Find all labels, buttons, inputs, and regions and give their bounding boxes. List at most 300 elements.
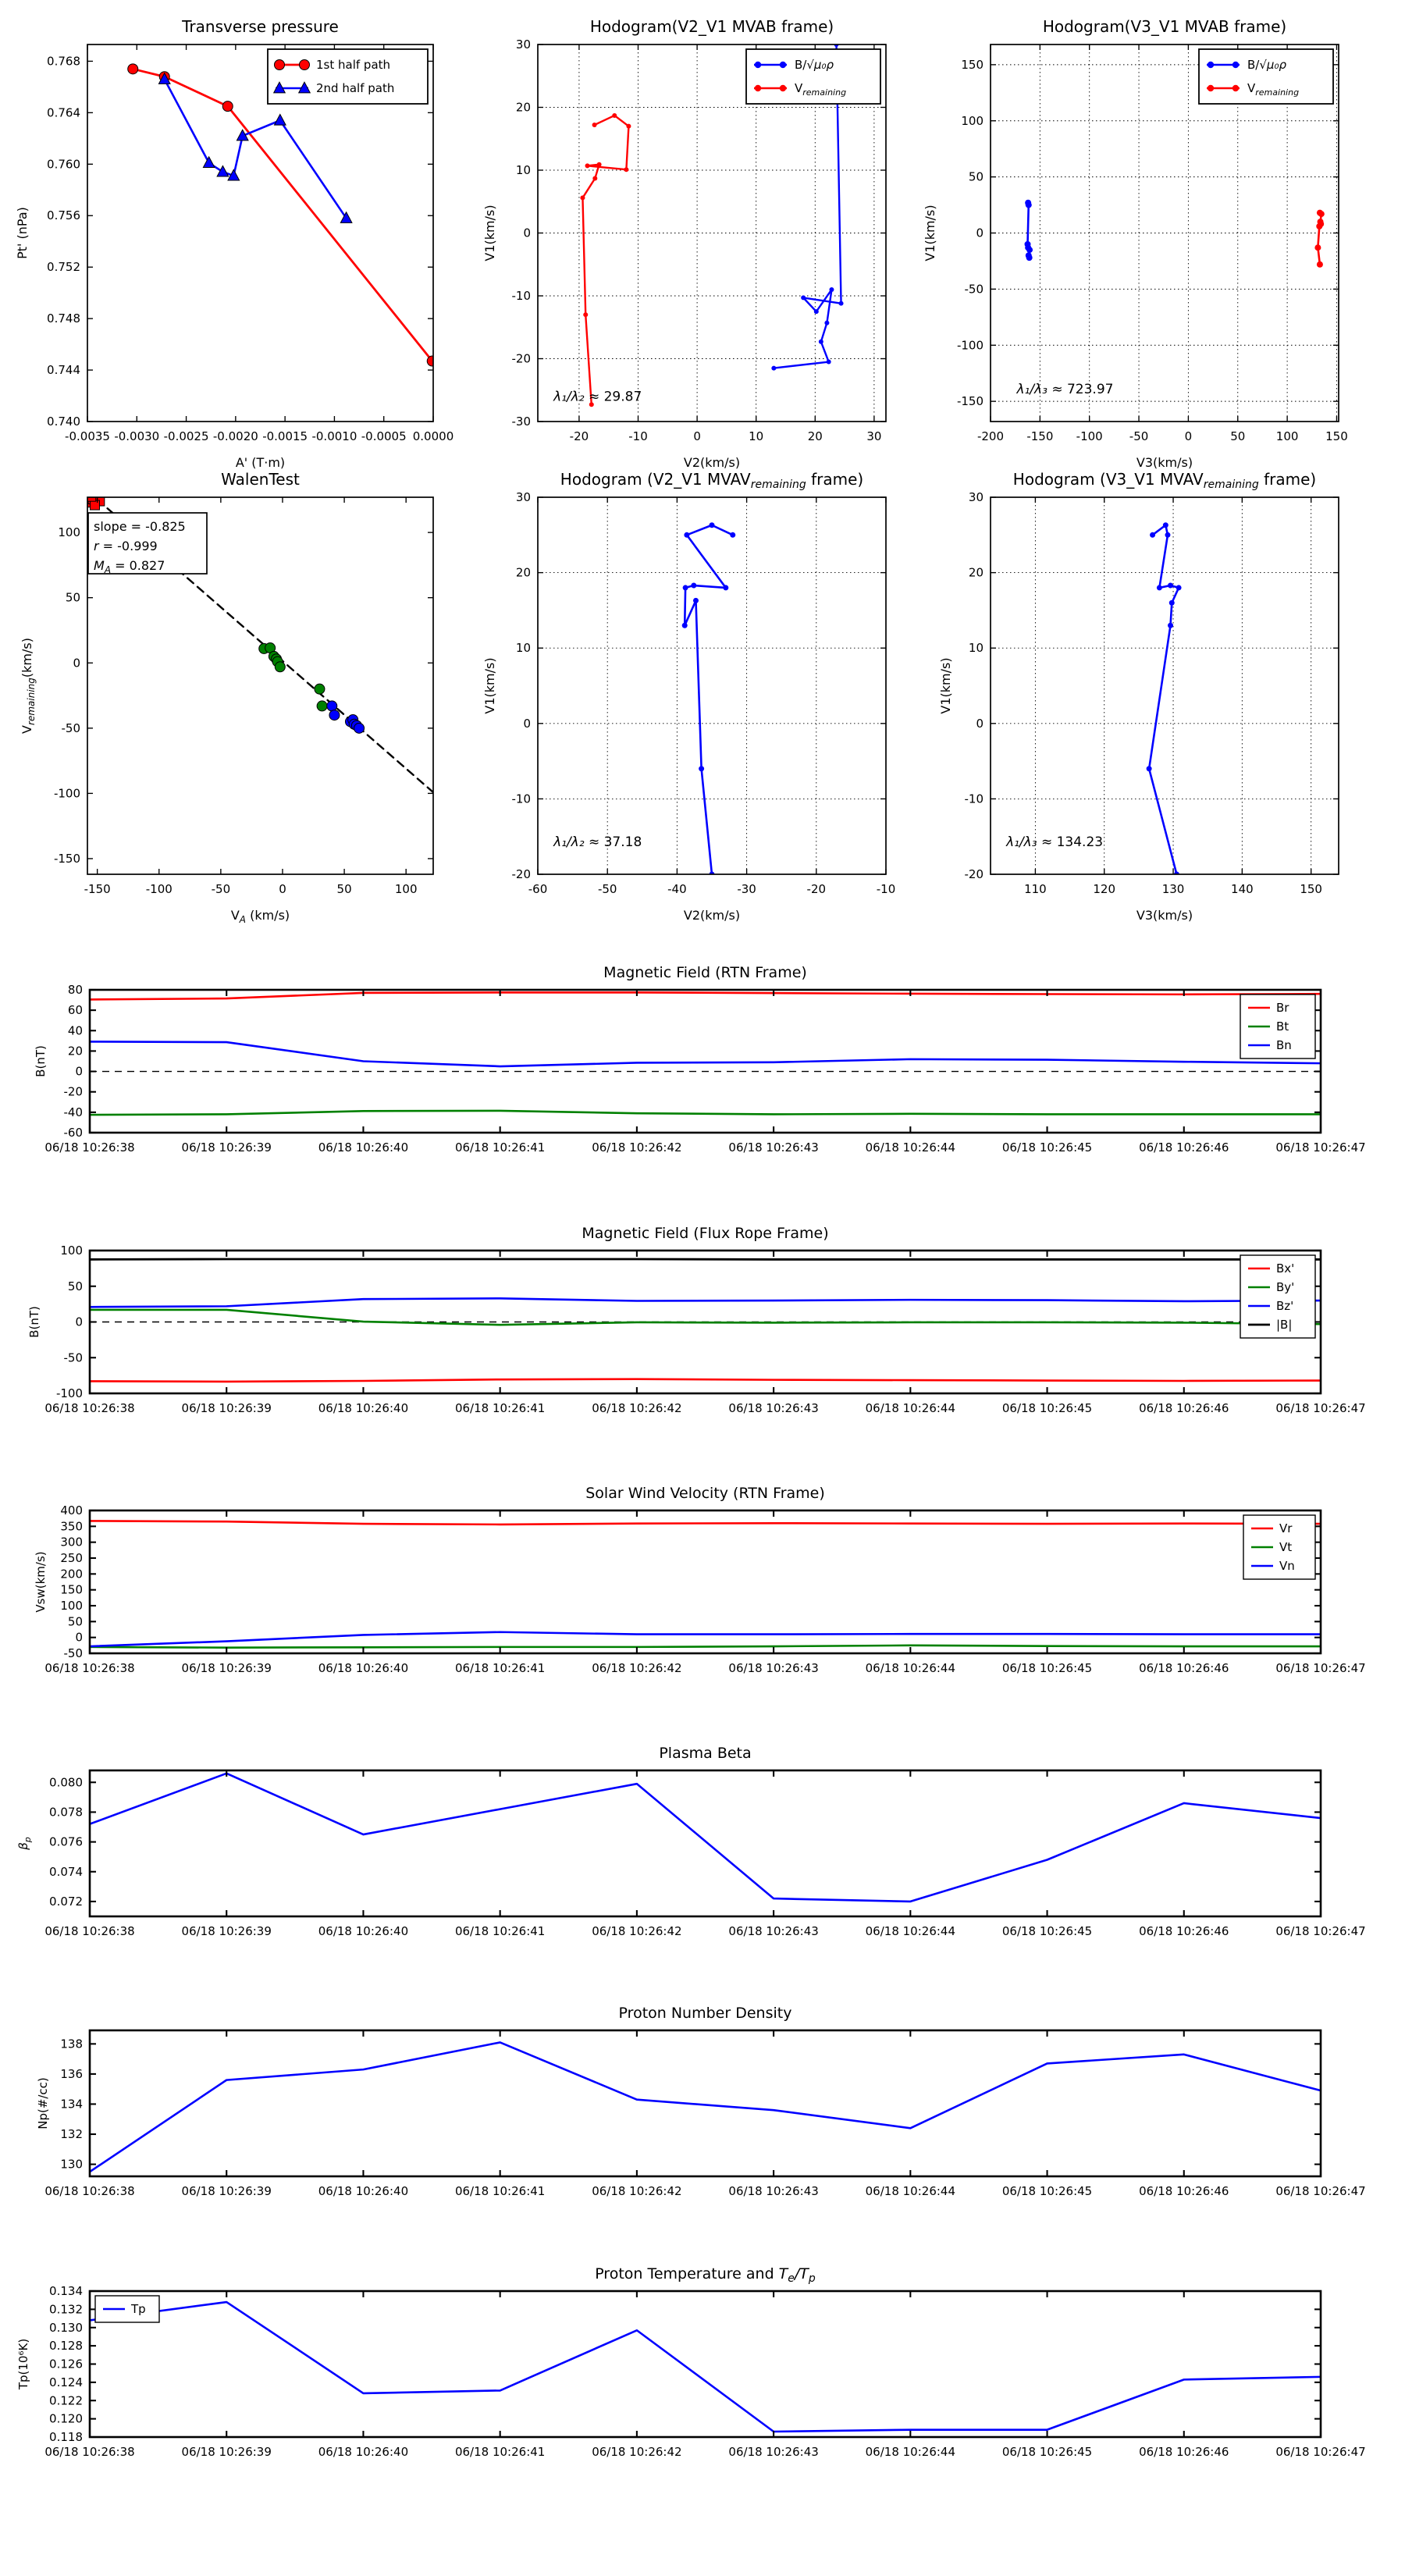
text-run: -10 (628, 429, 648, 443)
text-run: r (94, 539, 99, 553)
text-run: 06/18 10:26:47 (1275, 1661, 1366, 1675)
text-run: B(nT) (27, 1306, 41, 1338)
text-run: 06/18 10:26:42 (592, 1401, 682, 1415)
magnetic-field-flux-rope-bx-line (90, 1379, 1321, 1382)
y-axis-label (482, 205, 497, 261)
x-tick-label (337, 882, 352, 896)
text-run: 150 (1325, 429, 1348, 443)
y-tick-label (60, 1583, 83, 1597)
x-tick-label (737, 882, 756, 896)
walen-test-middle-interval-points-markers (259, 643, 327, 711)
text-run: 06/18 10:26:40 (318, 1661, 409, 1675)
text-run: μ₀ρ (1266, 58, 1286, 72)
text-run: T (778, 2265, 788, 2282)
marker-point (693, 598, 699, 603)
text-run: 06/18 10:26:43 (728, 2445, 819, 2459)
x-tick-label (213, 429, 258, 443)
text-run: 0.126 (49, 2357, 83, 2371)
text-run: 06/18 10:26:47 (1275, 1924, 1366, 1938)
text-run: 06/18 10:26:42 (592, 1924, 682, 1938)
x-tick-label (1002, 1661, 1092, 1675)
y-tick-label (47, 105, 80, 119)
plasma-beta-beta-p-line (90, 1774, 1321, 1902)
x-tick-label (1002, 2184, 1092, 2198)
text-run: 150 (60, 1582, 83, 1597)
y-tick-label (516, 101, 531, 115)
text-run: 0.752 (47, 260, 80, 275)
chart-title (1043, 17, 1286, 36)
marker-point (1163, 522, 1168, 528)
text-run: 50 (65, 590, 80, 605)
x-tick-label (1276, 429, 1299, 443)
text-run: 06/18 10:26:43 (728, 1401, 819, 1415)
x-tick-label (65, 429, 110, 443)
x-tick-label (455, 1924, 545, 1938)
marker-point (1176, 585, 1182, 590)
magnetic-field-rtn-bn-line (90, 1041, 1321, 1066)
text-run: 30 (968, 490, 984, 504)
text-run: -10 (876, 882, 896, 896)
text-run: V3(km/s) (1136, 908, 1193, 923)
chart-magnetic-field-flux-rope (0, 1204, 1405, 1464)
y-axis-label (34, 1045, 48, 1077)
x-tick-label (1300, 882, 1322, 896)
text-run: 06/18 10:26:43 (728, 1140, 819, 1155)
text-run: Magnetic Field (RTN Frame) (603, 964, 807, 981)
text-run: -20 (569, 429, 589, 443)
text-run: 130 (60, 2157, 83, 2172)
marker-point (1169, 600, 1175, 606)
text-run: -50 (61, 720, 80, 735)
text-run: Transverse pressure (182, 17, 339, 36)
y-tick-label (54, 786, 80, 800)
marker-point (1232, 85, 1239, 91)
chart-hodogram-v2-v1-mvav (453, 459, 921, 938)
text-run: 50 (336, 882, 352, 896)
text-run: 06/18 10:26:38 (44, 2445, 135, 2459)
text-run: V (20, 724, 34, 734)
y-tick-label (60, 2097, 83, 2111)
chart-title (595, 2265, 816, 2285)
y-tick-label (64, 1126, 84, 1140)
text-run: 06/18 10:26:40 (318, 1924, 409, 1938)
legend (95, 2296, 159, 2322)
text-run: λ₁/λ₃ (1006, 834, 1037, 850)
marker-point (683, 585, 688, 590)
text-run: 06/18 10:26:38 (44, 1924, 135, 1938)
text-run: 06/18 10:26:44 (865, 1924, 956, 1938)
x-tick-label (279, 882, 286, 896)
marker-point (315, 684, 325, 694)
text-run: Np(#/cc) (36, 2077, 50, 2129)
x-tick-label (1129, 429, 1149, 443)
text-run: Tp(10⁶K) (16, 2338, 30, 2390)
text-run: Vn (1279, 1559, 1295, 1573)
y-tick-label (60, 1535, 83, 1550)
text-run: e (788, 2272, 795, 2285)
text-run: A (104, 564, 112, 575)
text-run: /T (794, 2265, 809, 2282)
text-run: frame) (1258, 470, 1317, 489)
y-axis-label (36, 2077, 50, 2129)
y-tick-label (58, 525, 80, 539)
text-run: -20 (964, 867, 984, 881)
text-run: 0.740 (47, 415, 80, 429)
text-run: 0.760 (47, 157, 80, 172)
text-run: 0.118 (49, 2430, 83, 2444)
text-run: 20 (807, 429, 823, 443)
text-run: By' (1276, 1280, 1295, 1294)
hodogram-v2-v1-mvav-b-path-line (685, 525, 733, 874)
text-run: remaining (1255, 87, 1300, 98)
chart-proton-number-density (0, 1984, 1405, 2244)
y-tick-label (73, 656, 80, 670)
text-run: V1(km/s) (482, 657, 497, 714)
text-run: 10 (968, 641, 984, 656)
marker-point (1147, 766, 1152, 771)
text-run: -20 (511, 351, 531, 366)
lambda-ratio-annotation (553, 834, 642, 850)
text-run: 06/18 10:26:42 (592, 2184, 682, 2198)
y-tick-label (957, 394, 984, 408)
text-run: 30 (515, 37, 531, 52)
text-run: -20 (806, 882, 827, 896)
text-run: 1st half path (316, 58, 391, 72)
text-run: 06/18 10:26:41 (454, 2445, 546, 2459)
marker-point (624, 167, 628, 172)
x-tick-label (866, 1401, 955, 1415)
text-run: M (94, 558, 105, 573)
x-tick-label (808, 429, 823, 443)
text-run: 150 (961, 57, 984, 72)
x-tick-label (592, 1661, 681, 1675)
y-tick-label (49, 2430, 83, 2444)
text-run: V (795, 81, 803, 95)
x-tick-label (728, 2445, 818, 2459)
text-run: 0.128 (49, 2339, 83, 2354)
text-run: -0.0015 (262, 429, 308, 443)
legend-label-bx (1276, 1261, 1294, 1276)
text-run: Hodogram(V3_V1 MVAB frame) (1042, 17, 1287, 36)
text-run: -30 (511, 415, 531, 429)
x-tick-label (1002, 1924, 1092, 1938)
y-tick-label (60, 1551, 83, 1565)
text-run: 0.768 (47, 54, 80, 69)
marker-point (755, 62, 761, 68)
text-run: Solar Wind Velocity (RTN Frame) (585, 1485, 825, 1502)
text-run: B(nT) (34, 1045, 48, 1077)
legend-label-b (1247, 58, 1286, 72)
marker-point (1168, 583, 1173, 589)
text-run: remaining (1203, 479, 1259, 491)
marker-point (1165, 532, 1170, 538)
text-run: -40 (63, 1105, 83, 1119)
text-run: 06/18 10:26:42 (592, 1661, 682, 1675)
hodogram-v2-v1-mvav-b-path-markers (682, 522, 736, 877)
text-run: ≈ 723.97 (1047, 381, 1114, 397)
y-axis-label (923, 205, 937, 261)
text-run: remaining (802, 87, 847, 98)
text-run: 0.756 (47, 208, 80, 223)
y-tick-label (49, 2412, 83, 2426)
marker-point (1157, 585, 1162, 590)
text-run: 0 (75, 1630, 83, 1645)
text-run: 0.078 (49, 1805, 83, 1820)
x-tick-label (1230, 429, 1245, 443)
text-run: 0.072 (49, 1894, 83, 1909)
text-run: 0 (73, 656, 80, 671)
text-run: 06/18 10:26:45 (1001, 1401, 1093, 1415)
x-tick-label (877, 882, 896, 896)
text-run: 06/18 10:26:41 (454, 1924, 546, 1938)
text-run: 06/18 10:26:44 (865, 2184, 956, 2198)
marker-point (1317, 262, 1323, 268)
text-run: WalenTest (221, 470, 300, 489)
marker-point (827, 360, 831, 365)
y-tick-label (56, 1386, 83, 1400)
x-tick-label (455, 2184, 545, 2198)
y-tick-label (47, 415, 80, 429)
text-run: V1(km/s) (482, 205, 497, 262)
text-run: -30 (737, 882, 756, 896)
y-tick-label (512, 867, 532, 881)
x-tick-label (1093, 882, 1115, 896)
legend (1240, 1255, 1315, 1338)
text-run: 06/18 10:26:47 (1275, 1140, 1366, 1155)
y-tick-label (49, 2375, 83, 2389)
x-tick-label (592, 2184, 681, 2198)
y-tick-label (64, 1350, 84, 1364)
text-run: 06/18 10:26:45 (1001, 1924, 1093, 1938)
marker-point (580, 195, 585, 200)
y-tick-label (969, 566, 984, 580)
chart-title (619, 2005, 792, 2022)
text-run: 06/18 10:26:39 (181, 2445, 272, 2459)
text-run: 0.748 (47, 311, 80, 326)
axes-frame (90, 1770, 1321, 1916)
text-run: -0.0035 (65, 429, 110, 443)
x-tick-label (318, 2445, 408, 2459)
y-tick-label (68, 1279, 83, 1293)
chart-title (221, 470, 300, 489)
chart-magnetic-field-rtn (0, 943, 1405, 1204)
text-run: 0.744 (47, 363, 80, 378)
text-run: V (230, 908, 240, 923)
x-tick-label (413, 429, 454, 443)
marker-point (275, 60, 285, 70)
marker-point (585, 163, 589, 168)
text-run: 06/18 10:26:40 (318, 2445, 409, 2459)
x-tick-label (114, 429, 159, 443)
chart-solar-wind-velocity-rtn (0, 1464, 1405, 1724)
y-tick-label (516, 566, 531, 580)
marker-point (771, 366, 776, 371)
y-tick-label (47, 311, 80, 326)
x-tick-label (1162, 882, 1185, 896)
marker-point (839, 301, 844, 306)
x-tick-label (977, 429, 1004, 443)
text-run: -0.0010 (311, 429, 357, 443)
text-run: |B| (1276, 1318, 1293, 1332)
legend-label-b (795, 58, 834, 72)
x-tick-label (318, 1924, 408, 1938)
text-run: Hodogram (V3_V1 MVAV (1012, 470, 1204, 489)
text-run: = 0.827 (111, 558, 165, 573)
x-axis-label (1136, 908, 1193, 923)
text-run: 50 (67, 1614, 83, 1629)
x-tick-label (1275, 2184, 1365, 2198)
x-tick-label (1139, 1661, 1229, 1675)
text-run: 06/18 10:26:43 (728, 2184, 819, 2198)
marker-point (203, 157, 215, 168)
x-tick-label (182, 1401, 272, 1415)
marker-point (710, 522, 715, 528)
text-run: 50 (968, 169, 984, 184)
y-tick-label (60, 1567, 83, 1581)
marker-point (427, 356, 437, 366)
marker-point (317, 701, 327, 711)
y-tick-label (60, 1599, 83, 1613)
text-run: Vr (1279, 1521, 1293, 1535)
text-run: 06/18 10:26:40 (318, 1140, 409, 1155)
y-tick-label (516, 37, 531, 52)
text-run: V (1247, 81, 1256, 95)
x-tick-label (1026, 429, 1053, 443)
marker-point (819, 340, 823, 344)
text-run: Tp (131, 2302, 146, 2316)
marker-point (300, 60, 310, 70)
magnetic-field-flux-rope-by-line (90, 1310, 1321, 1325)
x-tick-label (455, 1140, 545, 1155)
marker-point (592, 123, 597, 127)
x-tick-label (262, 429, 308, 443)
x-tick-label (44, 1661, 134, 1675)
marker-point (217, 165, 229, 176)
text-run: 136 (60, 2066, 83, 2081)
text-run: 06/18 10:26:45 (1001, 2184, 1093, 2198)
text-run: Pt' (nPa) (15, 207, 30, 259)
text-run: Bn (1276, 1038, 1292, 1052)
marker-point (327, 701, 337, 711)
x-tick-label (318, 1661, 408, 1675)
legend-label-vr (1279, 1521, 1293, 1535)
text-run: Proton Number Density (618, 2005, 792, 2022)
y-tick-label (976, 226, 984, 240)
text-run: B/√ (795, 58, 814, 72)
text-run: 138 (60, 2037, 83, 2051)
text-run: 130 (1161, 882, 1185, 896)
x-tick-label (182, 2184, 272, 2198)
text-run: β (16, 1842, 30, 1850)
text-run: 60 (67, 1003, 83, 1018)
y-tick-label (75, 1065, 83, 1079)
x-tick-label (667, 882, 687, 896)
axes-frame (90, 1510, 1321, 1653)
y-tick-label (47, 260, 80, 274)
text-run: -20 (63, 1084, 83, 1099)
text-run: -10 (511, 792, 531, 806)
y-tick-label (516, 641, 531, 655)
text-run: -10 (511, 289, 531, 303)
x-tick-label (1076, 429, 1103, 443)
chart-hodogram-v3-v1-mvab (905, 6, 1402, 484)
axes-frame (538, 497, 886, 874)
x-tick-label (570, 429, 589, 443)
text-run: 300 (60, 1535, 83, 1550)
x-tick-label (44, 1924, 134, 1938)
x-tick-label (1002, 1401, 1092, 1415)
text-run: 50 (67, 1279, 83, 1293)
text-run: 06/18 10:26:39 (181, 1401, 272, 1415)
chart-title (590, 17, 834, 36)
marker-point (354, 723, 365, 733)
chart-title (181, 17, 339, 36)
x-tick-label (44, 1140, 134, 1155)
y-axis-label (482, 657, 497, 713)
marker-point (755, 85, 761, 91)
text-run: μ₀ρ (813, 58, 834, 72)
text-run: 50 (1230, 429, 1246, 443)
text-run: Vsw(km/s) (34, 1551, 48, 1613)
text-run: Magnetic Field (Flux Rope Frame) (582, 1225, 829, 1242)
y-tick-label (47, 157, 80, 171)
text-run: remaining (750, 479, 806, 491)
text-run: -40 (667, 882, 687, 896)
marker-point (1150, 532, 1155, 538)
y-tick-label (68, 1044, 83, 1058)
y-tick-label (969, 170, 984, 184)
text-run: 140 (1231, 882, 1254, 896)
y-tick-label (512, 792, 532, 806)
chart-proton-temperature (0, 2244, 1405, 2510)
legend-label-bt (1276, 1019, 1289, 1034)
text-run: 100 (1275, 429, 1299, 443)
text-run: Vt (1279, 1540, 1293, 1554)
legend-label-1st-half-path (316, 58, 390, 72)
x-tick-label (1002, 1140, 1092, 1155)
x-tick-label (598, 882, 617, 896)
solar-wind-velocity-rtn-vt-line (90, 1646, 1321, 1648)
text-run: V1(km/s) (938, 657, 953, 714)
text-run: 0 (976, 226, 984, 240)
marker-point (730, 532, 735, 538)
text-run: Proton Temperature and (595, 2265, 779, 2282)
legend-label-vn (1279, 1559, 1295, 1573)
chart-hodogram-v2-v1-mvab (453, 6, 921, 484)
legend-label-vt (1279, 1540, 1292, 1554)
x-tick-label (182, 1140, 272, 1155)
lambda-ratio-annotation (1005, 834, 1103, 850)
text-run: -50 (597, 882, 617, 896)
marker-point (723, 585, 728, 590)
x-tick-label (44, 1401, 134, 1415)
marker-point (592, 176, 597, 180)
marker-point (699, 766, 704, 771)
text-run: 0.080 (49, 1775, 83, 1790)
y-tick-label (516, 490, 531, 504)
text-run: slope = -0.825 (94, 519, 186, 534)
marker-point (682, 623, 688, 628)
text-run: Hodogram (V2_V1 MVAV (560, 470, 751, 489)
text-run: 0 (1184, 429, 1193, 443)
legend-label-2nd-half-path (316, 81, 394, 95)
text-run: λ₁/λ₂ (553, 389, 585, 405)
magnetic-field-flux-rope-bz-line (90, 1298, 1321, 1307)
x-tick-label (1139, 1401, 1229, 1415)
y-tick-label (60, 2127, 83, 2141)
text-run: 06/18 10:26:46 (1139, 1924, 1229, 1938)
proton-number-density-np-line (90, 2042, 1321, 2172)
